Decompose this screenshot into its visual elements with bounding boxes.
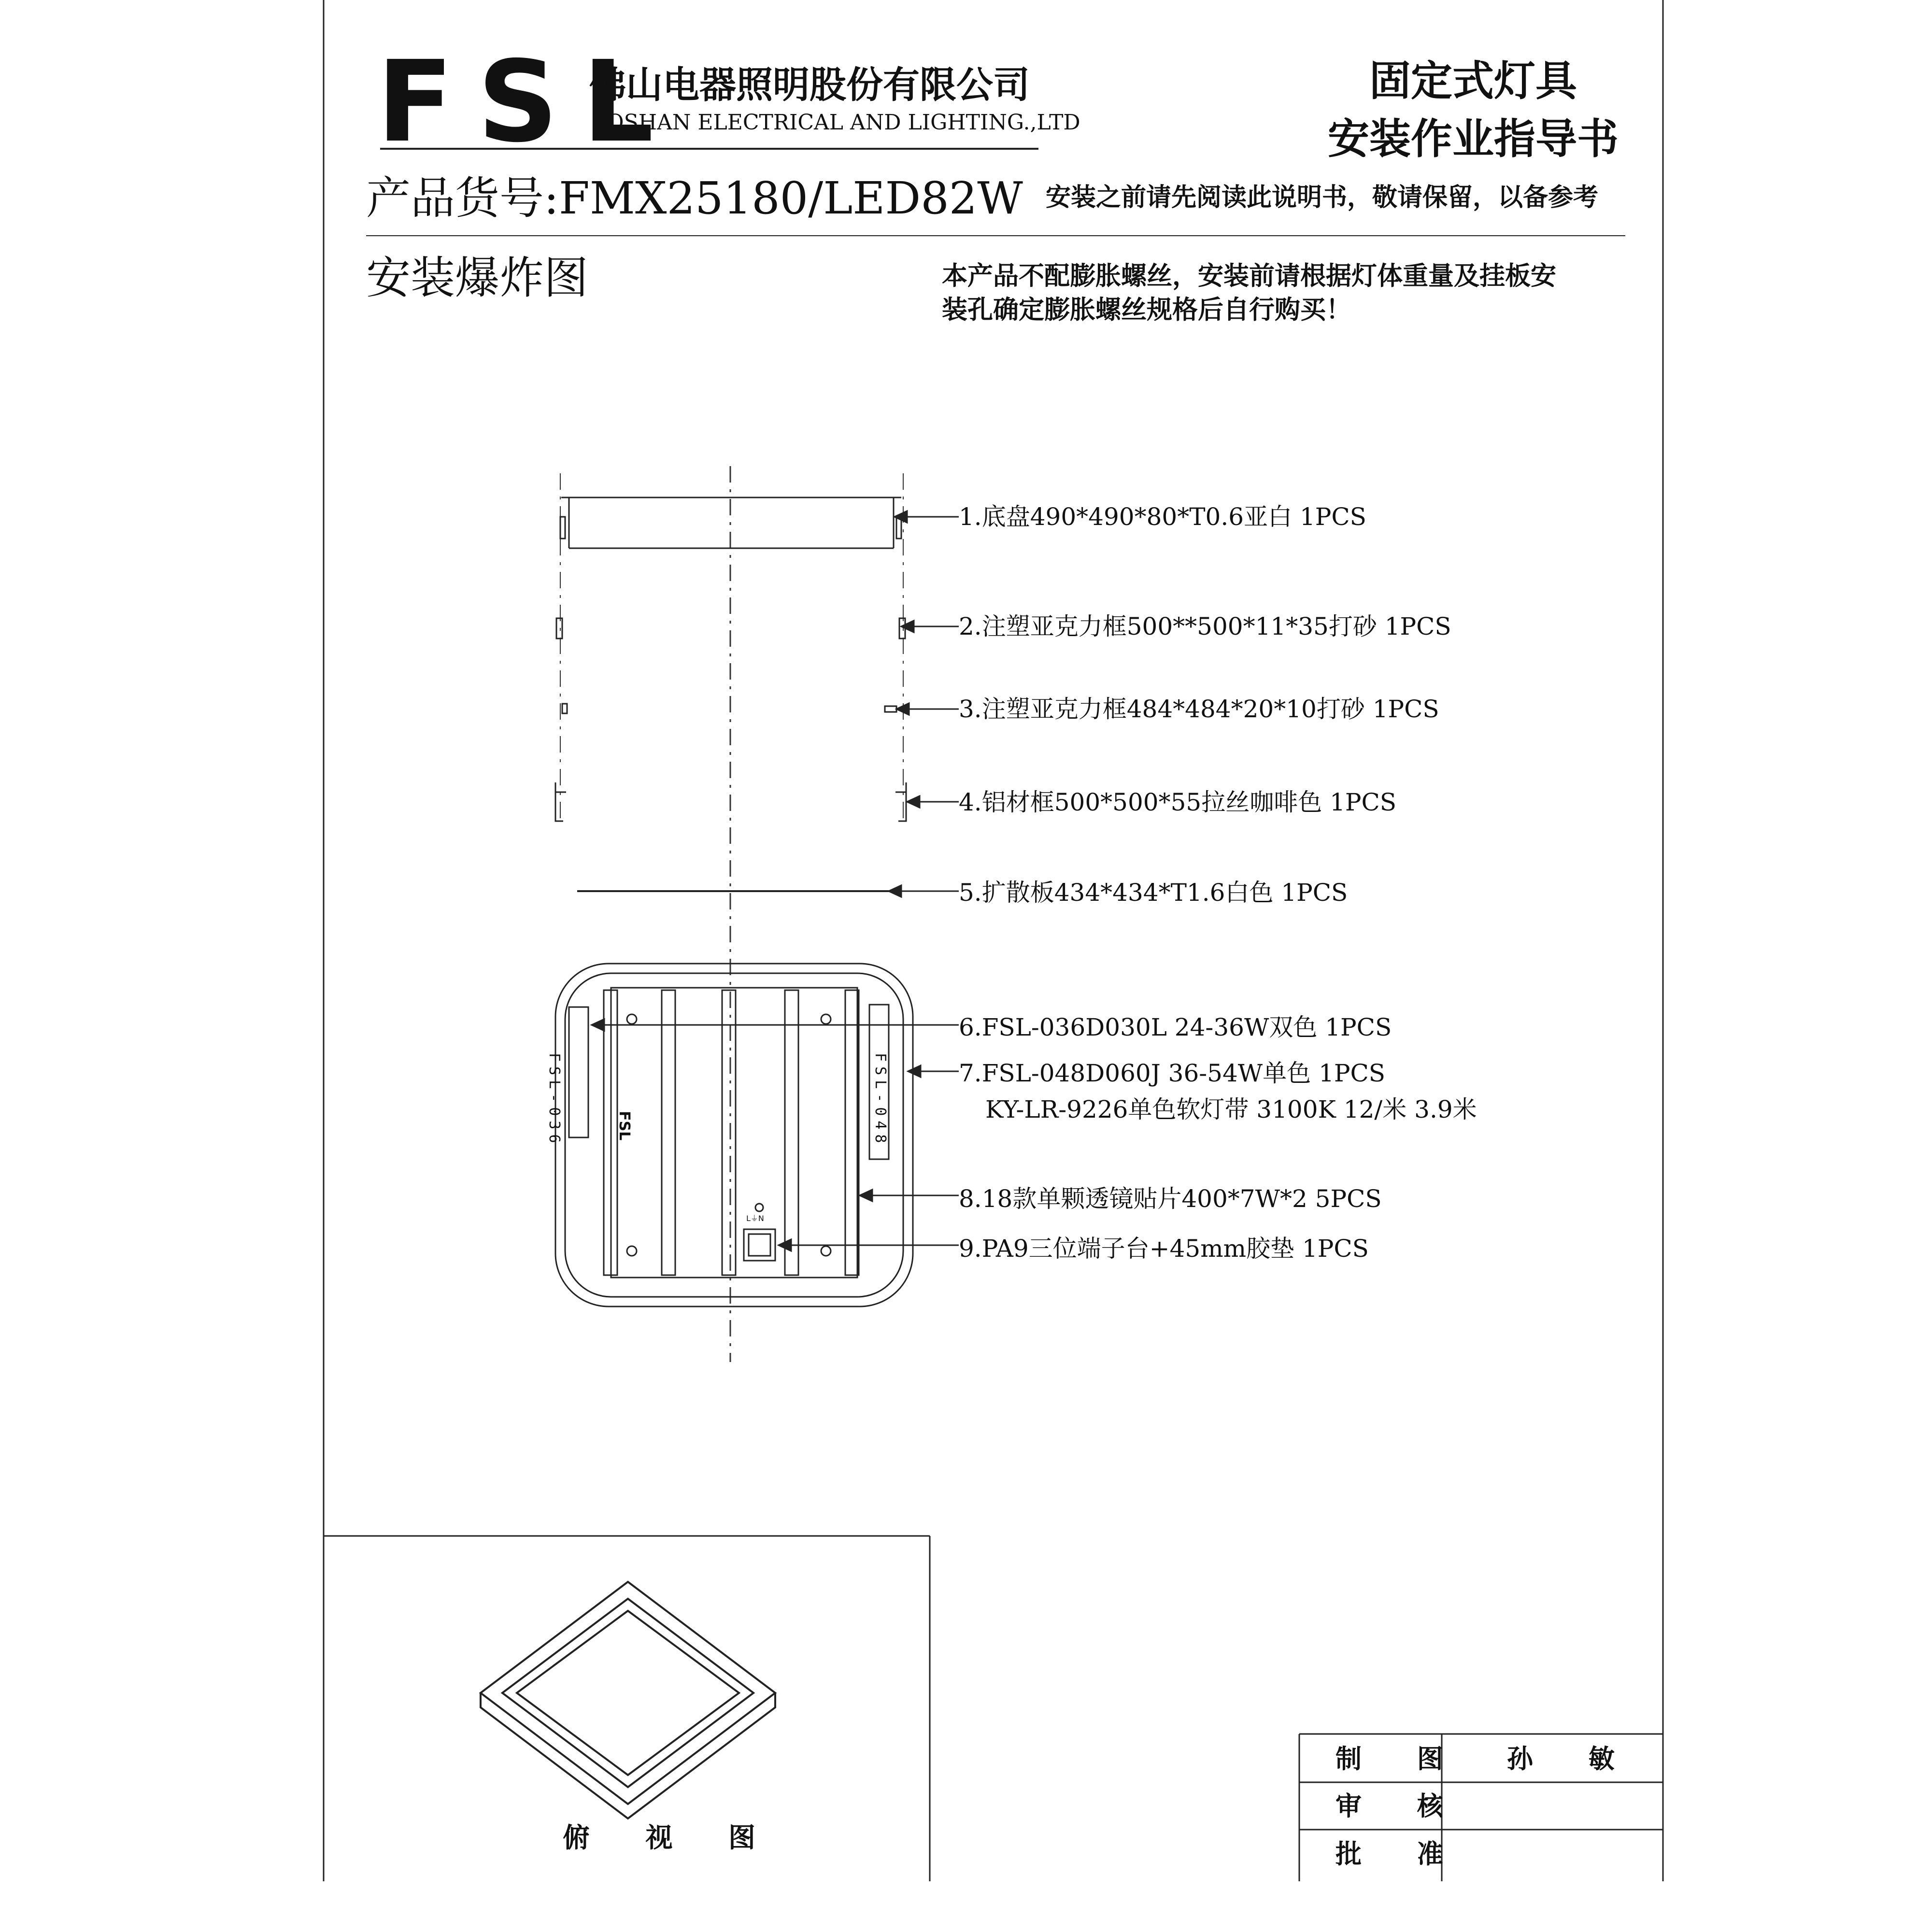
- driver-left: [569, 1007, 588, 1137]
- doc-title-line2: 安装作业指导书: [1328, 115, 1619, 163]
- title-block-label-reviewed: 审 核: [1335, 1791, 1466, 1821]
- title-block-label-drawn: 制 图: [1335, 1744, 1466, 1774]
- company-logo: FSL: [377, 37, 678, 167]
- section-title: 安装爆炸图: [366, 252, 589, 304]
- terminal-label: L⏚N: [746, 1214, 764, 1223]
- chassis-plan: [555, 964, 913, 1307]
- led-board: [662, 990, 675, 1275]
- title-block-value-drawn: 孙 敏: [1507, 1744, 1638, 1774]
- company-name-en: FOSHAN ELECTRICAL AND LIGHTING.,LTD: [592, 110, 1080, 135]
- part-label-2: 2.注塑亚克力框500**500*11*35打砂 1PCS: [959, 612, 1451, 640]
- part-label-7b: KY-LR-9226单色软灯带 3100K 12/米 3.9米: [985, 1095, 1477, 1123]
- part-label-9: 9.PA9三位端子台+45mm胶垫 1PCS: [959, 1235, 1369, 1263]
- top-view-label: 俯 视 图: [563, 1822, 779, 1854]
- part-label-8: 8.18款单颗透镜贴片400*7W*2 5PCS: [959, 1185, 1382, 1213]
- driver-right-label: FSL-048: [872, 1053, 889, 1148]
- led-board: [785, 990, 798, 1275]
- top-view-drawing: [481, 1582, 775, 1818]
- acrylic-frame-inner: [562, 704, 896, 713]
- part-label-5: 5.扩散板434*434*T1.6白色 1PCS: [959, 879, 1348, 907]
- board-logo: FSL: [616, 1111, 633, 1141]
- part-label-7: 7.FSL-048D060J 36-54W单色 1PCS: [959, 1059, 1386, 1087]
- product-model: 产品货号:FMX25180/LED82W: [366, 172, 1023, 224]
- part-label-1: 1.底盘490*490*80*T0.6亚白 1PCS: [959, 503, 1366, 531]
- company-name-cn: 佛山电器照明股份有限公司: [589, 63, 1030, 106]
- part-label-6: 6.FSL-036D030L 24-36W双色 1PCS: [959, 1013, 1392, 1041]
- title-block-label-approved: 批 准: [1335, 1839, 1466, 1869]
- read-notice: 安装之前请先阅读此说明书，敬请保留，以备参考: [1046, 183, 1599, 212]
- part-label-4: 4.铝材框500*500*55拉丝咖啡色 1PCS: [959, 788, 1397, 816]
- driver-left-label: FSL-036: [546, 1053, 563, 1148]
- led-board: [722, 990, 736, 1275]
- doc-title-line1: 固定式灯具: [1369, 57, 1577, 105]
- part-label-3: 3.注塑亚克力框484*484*20*10打砂 1PCS: [959, 695, 1439, 723]
- warning-line1: 本产品不配膨胀螺丝，安装前请根据灯体重量及挂板安: [942, 261, 1556, 291]
- warning-line2: 装孔确定膨胀螺丝规格后自行购买！: [942, 295, 1351, 325]
